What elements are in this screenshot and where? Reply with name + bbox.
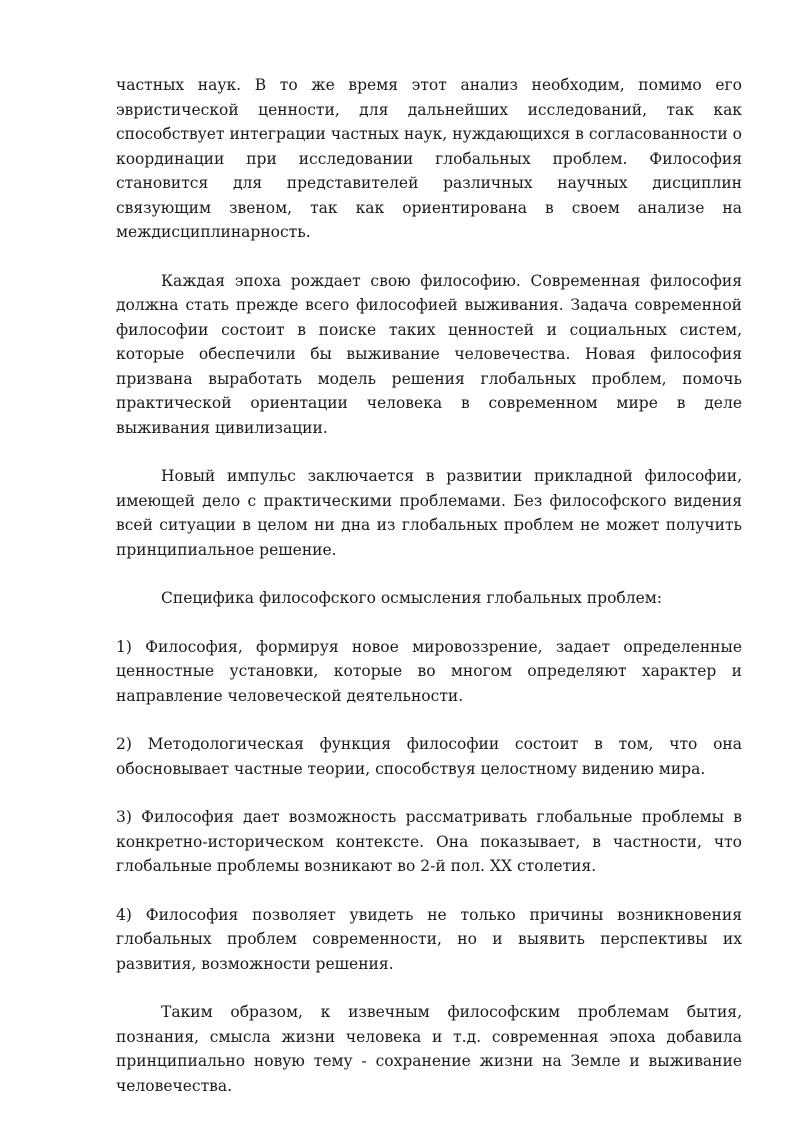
paragraph-conclusion: Таким образом, к извечным философским проблемам бытия, познания, смысла жизни человека и т.д. современная эпоха добавила принципиально новую тему - сохранение жизни на Земле и выживание человечества. xyxy=(116,1003,742,1095)
list-item-2: 2) Методологическая функция философии состоит в том, что она обосновывает частные теории, способствуя целостному видению мира. xyxy=(116,735,742,778)
document-body xyxy=(116,73,742,1098)
list-item-3: 3) Философия дает возможность рассматривать глобальные проблемы в конкретно-историческом контексте. Она показывает, в частности, что глобальные проблемы возникают во 2-й пол. XX столетия. xyxy=(116,808,742,875)
paragraph-era-philosophy: Каждая эпоха рождает свою философию. Современная философия должна стать прежде всего философией выживания. Задача современной философии состоит в поиске таких ценностей и социальных систем, которые обеспечили бы выживание человечества. Новая философия призвана выработать модель решения глобальных проблем, помочь практической ориентации человека в современном мире в деле выживания цивилизации. xyxy=(116,271,742,437)
list-item-1: 1) Философия, формируя новое мировоззрение, задает определенные ценностные установки, которые во многом определяют характер и направление человеческой деятельности. xyxy=(116,637,742,705)
paragraph-specifics-heading: Специфика философского осмысления глобальных проблем: xyxy=(161,589,663,607)
paragraph-applied-philosophy: Новый импульс заключается в развитии прикладной философии, имеющей дело с практическими проблемами. Без философского видения всей ситуации в целом ни дна из глобальных проблем не может получить принципиальное решение. xyxy=(116,467,742,559)
paragraph-continuation: частных наук. В то же время этот анализ необходим, помимо его эвристической ценности, для дальнейших исследований, так как способствует интеграции частных наук, нуждающихся в согласованности о координации при исследовании глобальных проблем. Философия становится для представителей различных научных дисциплин связующим звеном, так как ориентирована в своем анализе на междисциплинарность. xyxy=(116,76,742,241)
list-item-4: 4) Философия позволяет увидеть не только причины возникновения глобальных проблем современности, но и выявить перспективы их развития, возможности решения. xyxy=(116,905,742,973)
